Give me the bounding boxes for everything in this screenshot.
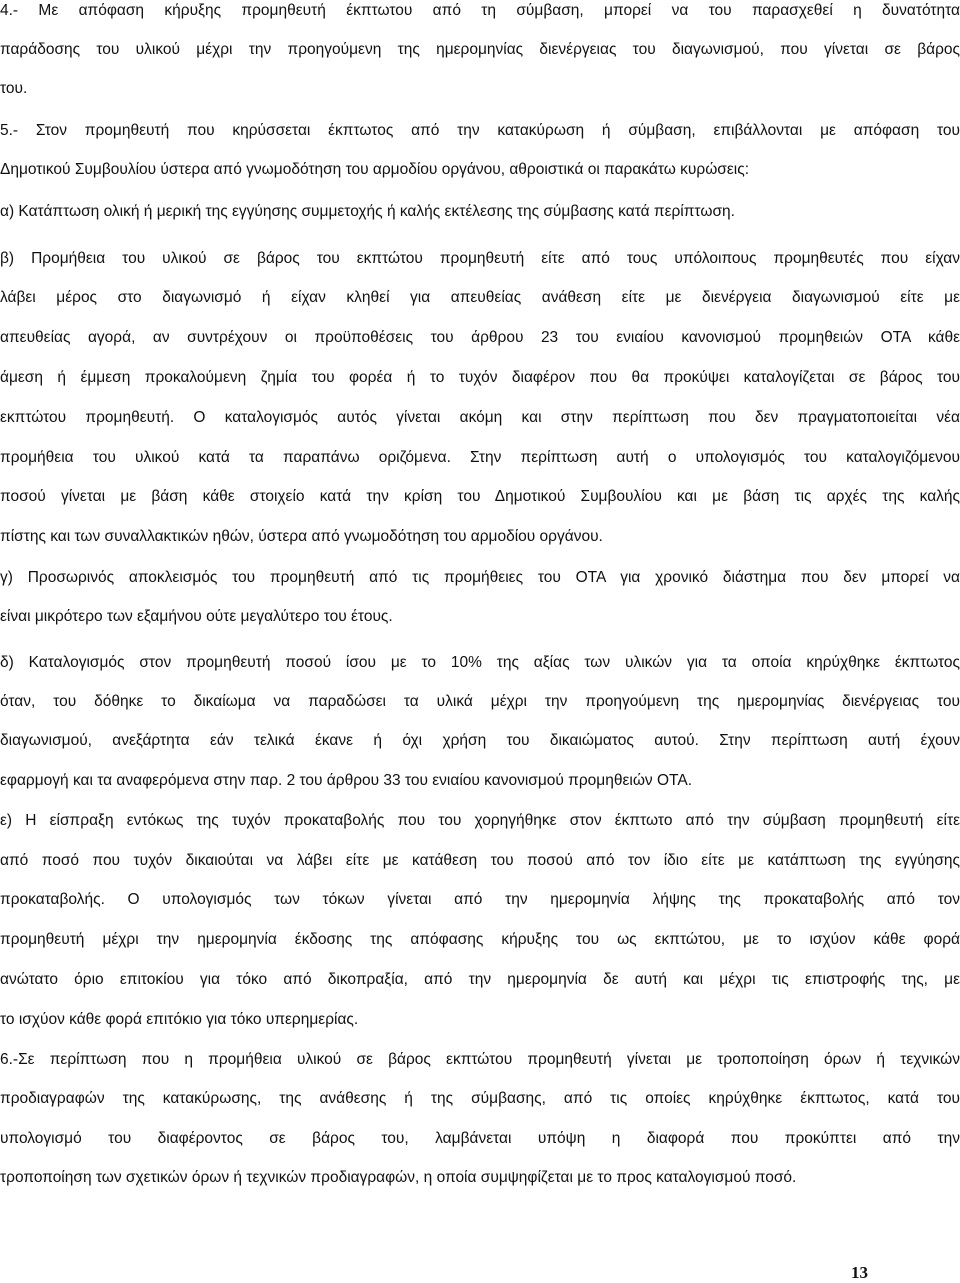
text-line: προμήθεια του υλικού κατά τα παραπάνω οριζόμενα. Στην περίπτωση αυτή ο υπολογισμός του καταλογιζόμενου: [0, 449, 960, 466]
text-line: παράδοσης του υλικού μέχρι την προηγούμενη της ημερομηνίας διενέργειας του διαγωνισμού, που γίνεται σε βάρος: [0, 41, 960, 58]
text-line: δ) Καταλογισμός στον προμηθευτή ποσού ίσου με το 10% της αξίας των υλικών για τα οποία κηρύχθηκε έκπτωτος: [0, 654, 960, 671]
page-number: 13: [851, 1263, 868, 1282]
text-line: προμηθευτή μέχρι την ημερομηνία έκδοσης της απόφασης κήρυξης του ως εκπτώτου, με το ισχύον κάθε φορά: [0, 931, 960, 948]
text-line: απευθείας αγορά, αν συντρέχουν οι προϋποθέσεις του άρθρου 23 του ενιαίου κανονισμού προμηθειών ΟΤΑ κάθε: [0, 329, 960, 346]
text-line: εκπτώτου προμηθευτή. Ο καταλογισμός αυτός γίνεται ακόμη και στην περίπτωση που δεν πραγματοποιείται νέα: [0, 409, 960, 426]
text-line: γ) Προσωρινός αποκλεισμός του προμηθευτή από τις προμήθειες του ΟΤΑ για χρονικό διάστημα που δεν μπορεί να: [0, 569, 960, 586]
text-line: λάβει μέρος στο διαγωνισμό ή είχαν κληθεί για απευθείας ανάθεση είτε με διενέργεια διαγωνισμού είτε με: [0, 289, 960, 306]
text-line: Δημοτικού Συμβουλίου ύστερα από γνωμοδότηση του αρμοδίου οργάνου, αθροιστικά οι παρακάτω κυρώσεις:: [0, 161, 749, 178]
text-line: του.: [0, 80, 28, 97]
text-line: προδιαγραφών της κατακύρωσης, της ανάθεσης ή της σύμβασης, από τις οποίες κηρύχθηκε έκπτωτος, κατά του: [0, 1090, 960, 1107]
text-line: υπολογισμό του διαφέροντος σε βάρος του, λαμβάνεται υπόψη η διαφορά που προκύπτει από την: [0, 1130, 960, 1147]
text-line: ποσού γίνεται με βάση κάθε στοιχείο κατά την κρίση του Δημοτικού Συμβουλίου και με βάση τις αρχές της καλής: [0, 488, 960, 505]
text-line: 4.- Με απόφαση κήρυξης προμηθευτή έκπτωτου από τη σύμβαση, μπορεί να του παρασχεθεί η δυνατότητα: [0, 2, 960, 19]
text-line: εφαρμογή και τα αναφερόμενα στην παρ. 2 του άρθρου 33 του ενιαίου κανονισμού προμηθειών ΟΤΑ.: [0, 772, 693, 789]
text-line: είναι μικρότερο των εξαμήνου ούτε μεγαλύτερο του έτους.: [0, 608, 393, 625]
text-line: από ποσό που τυχόν δικαιούται να λάβει είτε με κατάθεση του ποσού από τον ίδιο είτε με κατάπτωση της εγγύησης: [0, 852, 960, 869]
text-line: ανώτατο όριο επιτοκίου για τόκο από δικοπραξία, από την ημερομηνία δε αυτή και μέχρι τις επιστροφής της, με: [0, 971, 960, 988]
text-line: άμεση ή έμμεση προκαλούμενη ζημία του φορέα ή το τυχόν διαφέρον που θα προκύψει καταλογίζεται σε βάρος του: [0, 369, 960, 386]
text-line: το ισχύον κάθε φορά επιτόκιο για τόκο υπερημερίας.: [0, 1011, 359, 1028]
text-line: τροποποίηση των σχετικών όρων ή τεχνικών προδιαγραφών, η οποία συμψηφίζεται με το προς καταλογισμού ποσό.: [0, 1169, 797, 1186]
text-line: 6.-Σε περίπτωση που η προμήθεια υλικού σε βάρος εκπτώτου προμηθευτή γίνεται με τροποποίηση όρων ή τεχνικών: [0, 1051, 960, 1068]
text-line: α) Κατάπτωση ολική ή μερική της εγγύησης συμμετοχής ή καλής εκτέλεσης της σύμβασης κατά περίπτωση.: [0, 203, 735, 220]
text-line: προκαταβολής. Ο υπολογισμός των τόκων γίνεται από την ημερομηνία λήψης της προκαταβολής από τον: [0, 891, 960, 908]
text-line: διαγωνισμού, ανεξάρτητα εάν τελικά έκανε ή όχι χρήση του δικαιώματος αυτού. Στην περίπτωση αυτή έχουν: [0, 732, 960, 749]
text-line: πίστης και των συναλλακτικών ηθών, ύστερα από γνωμοδότηση του αρμοδίου οργάνου.: [0, 528, 603, 545]
text-line: ε) Η είσπραξη εντόκως της τυχόν προκαταβολής που του χορηγήθηκε στον έκπτωτο από την σύμβαση προμηθευτή είτε: [0, 812, 960, 829]
text-line: 5.- Στον προμηθευτή που κηρύσσεται έκπτωτος από την κατακύρωση ή σύμβαση, επιβάλλονται με απόφαση του: [0, 122, 960, 139]
text-line: β) Προμήθεια του υλικού σε βάρος του εκπτώτου προμηθευτή είτε από τους υπόλοιπους προμηθευτές που είχαν: [0, 250, 960, 267]
text-line: όταν, του δόθηκε το δικαίωμα να παραδώσει τα υλικά μέχρι την προηγούμενη της ημερομηνίας διενέργειας του: [0, 693, 960, 710]
